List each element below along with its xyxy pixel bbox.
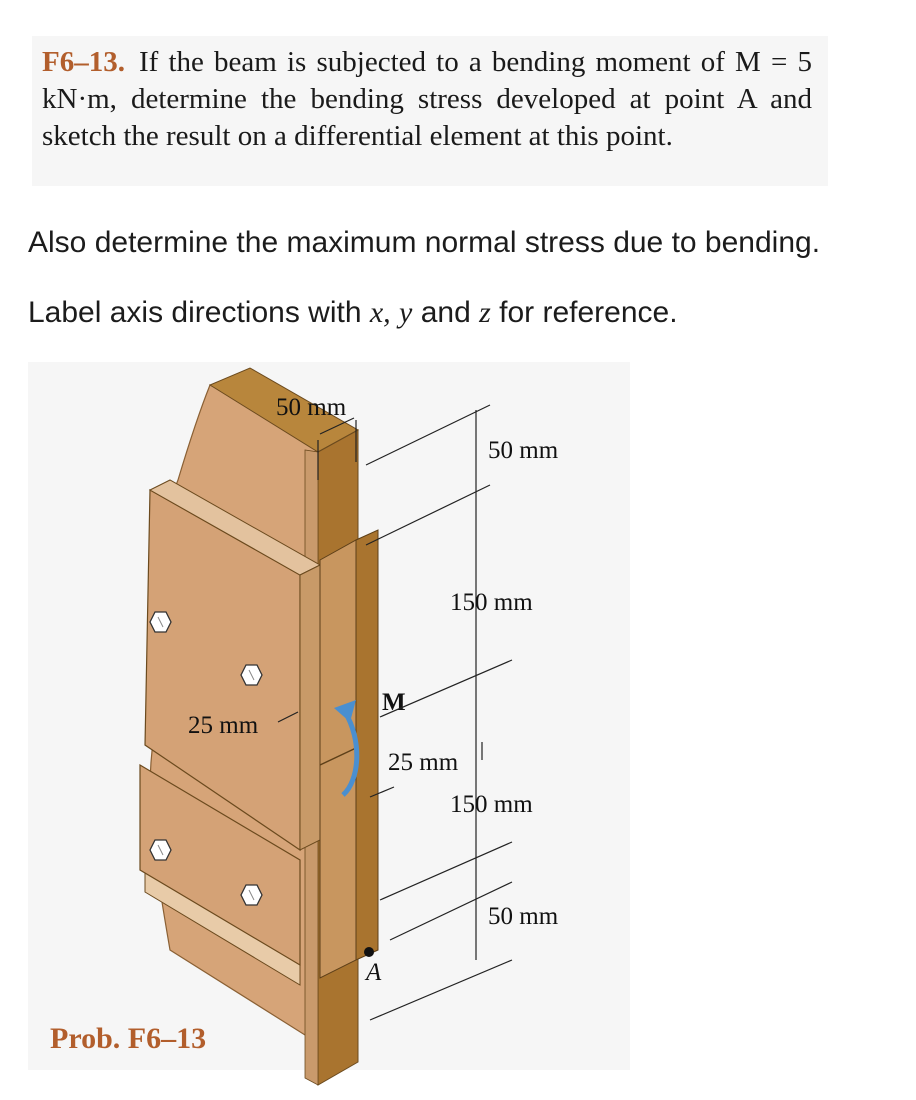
problem-number: F6–13. bbox=[42, 46, 125, 78]
bolt-icon bbox=[241, 665, 262, 685]
dim-top-flange-width: 50 mm bbox=[276, 394, 347, 421]
figure-caption: Prob. F6–13 bbox=[50, 1022, 207, 1055]
upper-panel-edge bbox=[300, 565, 320, 850]
var-y: y bbox=[399, 296, 413, 329]
bolt-icon bbox=[150, 840, 171, 860]
dim-top-flange-thickness: 50 mm bbox=[488, 437, 559, 464]
problem-text: If the beam is subjected to a bending moment of M = 5 kN·m, determine the bending stress developed at point A and sketch the result on a differential element at this point. bbox=[42, 46, 812, 152]
instruction-max-stress: Also determine the maximum normal stress due to bending. bbox=[28, 226, 821, 259]
web bbox=[356, 530, 378, 960]
var-z: z bbox=[479, 296, 491, 329]
instruction-text-pre: Label axis directions with bbox=[28, 296, 362, 329]
moment-label: M bbox=[382, 689, 406, 716]
bolt-icon bbox=[150, 612, 171, 632]
dim-web-upper-height: 150 mm bbox=[450, 589, 533, 616]
point-a-label: A bbox=[366, 959, 382, 986]
dim-bottom-flange-thickness: 50 mm bbox=[488, 903, 559, 930]
var-x: x, bbox=[369, 296, 391, 329]
dim-web-lower-height: 150 mm bbox=[450, 791, 533, 818]
point-a-dot bbox=[364, 947, 374, 957]
dim-plate-thickness: 25 mm bbox=[188, 712, 259, 739]
bolt-icon bbox=[241, 885, 262, 905]
instruction-text-and: and bbox=[420, 296, 471, 329]
instruction-text-post: for reference. bbox=[499, 296, 678, 329]
dim-web-thickness: 25 mm bbox=[388, 749, 459, 776]
web-front bbox=[320, 540, 356, 978]
